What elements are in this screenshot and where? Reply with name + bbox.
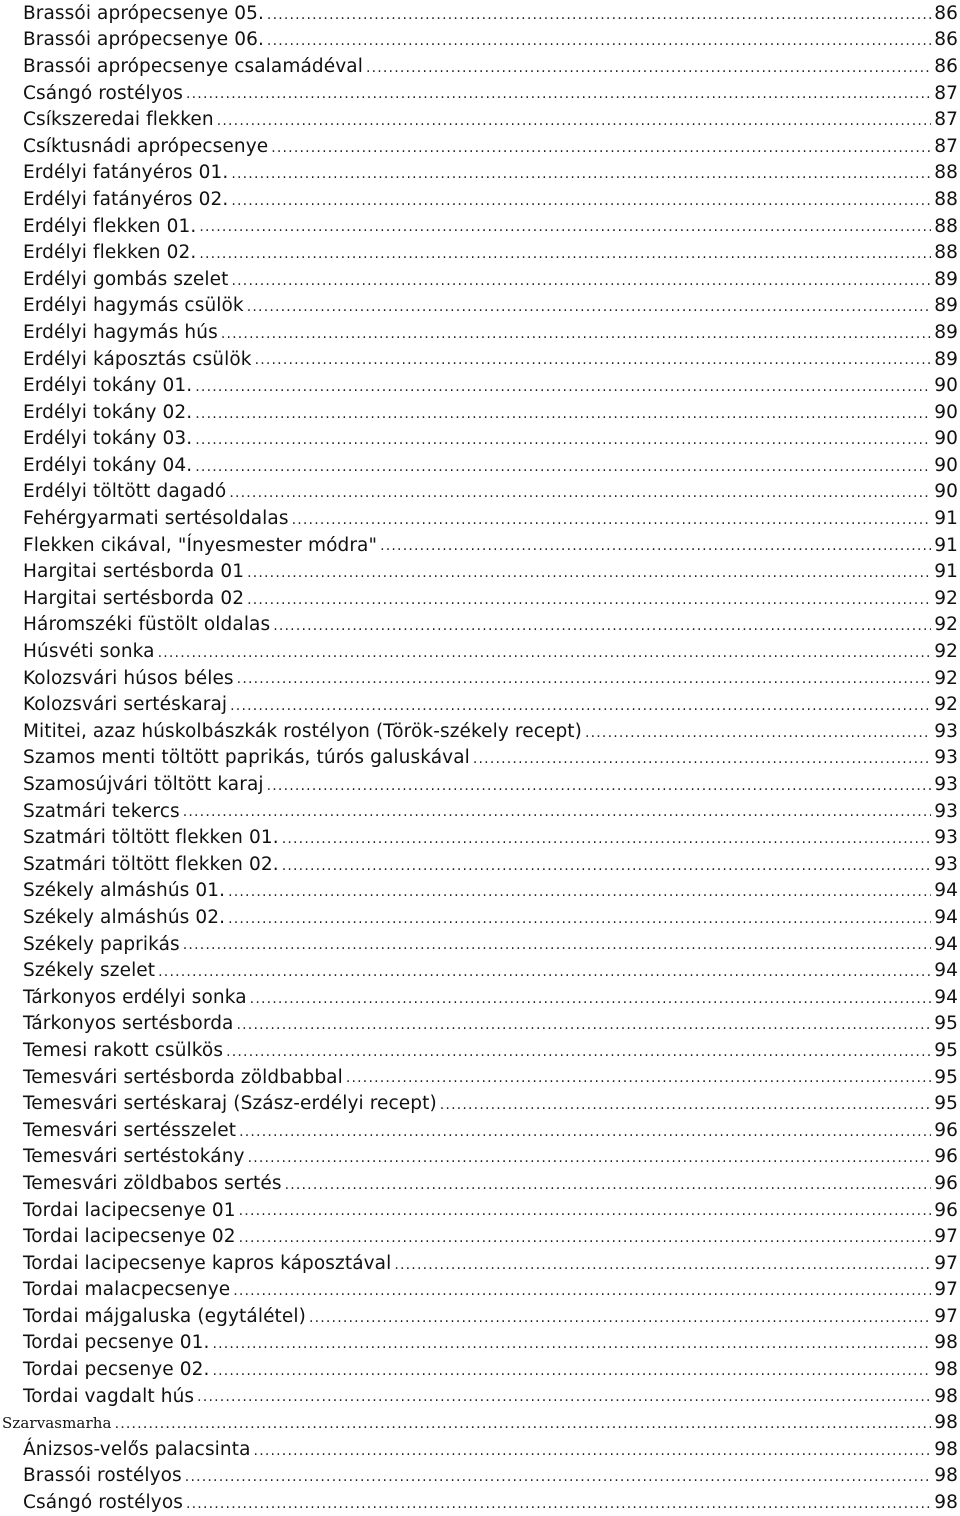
toc-entry-title: Erdélyi flekken 02. [23, 242, 197, 264]
toc-entry[interactable] [0, 1250, 960, 1277]
toc-entry[interactable] [0, 957, 960, 984]
toc-leader-dots [239, 1231, 932, 1250]
toc-entry-title: Temesvári zöldbabos sertés [23, 1172, 282, 1194]
toc-leader-dots [212, 1337, 931, 1356]
toc-entry[interactable] [0, 824, 960, 851]
toc-entry-page-number: 90 [934, 401, 958, 423]
toc-leader-dots [232, 274, 932, 293]
toc-entry-title: Csíktusnádi aprópecsenye [23, 135, 269, 157]
toc-leader-dots [267, 779, 932, 798]
toc-entry-title: Szatmári töltött flekken 02. [23, 853, 279, 875]
toc-entry-title: Erdélyi tokány 01. [23, 375, 193, 397]
toc-leader-dots [585, 726, 931, 745]
toc-entry-title: Temesi rakott csülkös [23, 1039, 224, 1061]
toc-entry[interactable] [0, 479, 960, 506]
toc-leader-dots [195, 460, 931, 479]
toc-entry-page-number: 96 [934, 1172, 958, 1194]
toc-entry[interactable] [0, 931, 960, 958]
toc-entry-title: Flekken cikával, "Ínyesmester módra" [23, 534, 378, 556]
toc-entry-page-number: 86 [934, 29, 958, 51]
toc-leader-dots [309, 1311, 931, 1330]
toc-entry-page-number: 93 [934, 853, 958, 875]
toc-entry-title: Székely paprikás [23, 933, 180, 955]
toc-entry[interactable] [0, 1170, 960, 1197]
toc-entry-title: Csángó rostélyos [23, 82, 183, 104]
toc-entry-title: Szatmári tekercs [23, 800, 180, 822]
toc-entry-title: Brassói aprópecsenye 06. [23, 29, 264, 51]
toc-entry-page-number: 93 [934, 747, 958, 769]
toc-leader-dots [183, 805, 932, 824]
toc-entry-title: Tordai pecsenye 02. [23, 1359, 210, 1381]
toc-entry[interactable] [0, 426, 960, 453]
toc-entry-title: Brassói aprópecsenye csalamádéval [23, 55, 363, 77]
toc-entry-title: Tordai malacpecsenye [23, 1279, 231, 1301]
toc-leader-dots [158, 965, 931, 984]
toc-leader-dots [346, 1071, 931, 1090]
toc-leader-dots [250, 992, 932, 1011]
toc-leader-dots [228, 885, 931, 904]
toc-leader-dots [271, 141, 931, 160]
toc-entry-page-number: 88 [934, 188, 958, 210]
toc-entry[interactable] [0, 851, 960, 878]
toc-entry-title: Erdélyi fatányéros 01. [23, 162, 229, 184]
toc-entry-title: Tordai pecsenye 01. [23, 1332, 210, 1354]
toc-entry[interactable] [0, 691, 960, 718]
toc-entry-page-number: 95 [934, 1039, 958, 1061]
toc-leader-dots [292, 513, 932, 532]
toc-entry-page-number: 88 [934, 215, 958, 237]
toc-entry-page-number: 89 [934, 295, 958, 317]
toc-entry[interactable] [0, 1436, 960, 1463]
toc-entry[interactable] [0, 1011, 960, 1038]
toc-entry[interactable] [0, 1463, 960, 1490]
toc-entry[interactable] [0, 452, 960, 479]
toc-entry[interactable] [0, 1356, 960, 1383]
toc-leader-dots [115, 1417, 932, 1436]
toc-entry-title: Székely almáshús 02. [23, 906, 226, 928]
toc-entry[interactable] [0, 904, 960, 931]
toc-entry-page-number: 96 [934, 1199, 958, 1221]
toc-entry-page-number: 92 [934, 641, 958, 663]
toc-entry[interactable] [0, 878, 960, 905]
toc-entry-page-number: 94 [934, 986, 958, 1008]
toc-entry-page-number: 91 [934, 534, 958, 556]
toc-leader-dots [394, 1258, 931, 1277]
toc-entry-page-number: 91 [934, 561, 958, 583]
toc-entry-title: Tordai lacipecsenye 01 [23, 1199, 236, 1221]
toc-entry[interactable] [0, 585, 960, 612]
toc-leader-dots [267, 34, 931, 53]
toc-leader-dots [199, 220, 931, 239]
toc-entry[interactable] [0, 1117, 960, 1144]
toc-leader-dots [473, 752, 931, 771]
toc-leader-dots [440, 1098, 931, 1117]
toc-entry[interactable] [0, 319, 960, 346]
toc-entry-page-number: 96 [934, 1119, 958, 1141]
toc-entry[interactable] [0, 1330, 960, 1357]
toc-leader-dots [229, 486, 931, 505]
toc-leader-dots [247, 300, 932, 319]
toc-entry-title: Erdélyi fatányéros 02. [23, 188, 229, 210]
toc-entry-page-number: 93 [934, 720, 958, 742]
toc-leader-dots [231, 194, 931, 213]
toc-leader-dots [273, 619, 931, 638]
toc-entry-title: Tordai májgaluska (egytálétel) [23, 1305, 306, 1327]
toc-entry[interactable] [0, 239, 960, 266]
toc-entry-page-number: 98 [934, 1385, 958, 1407]
toc-leader-dots [212, 1364, 931, 1383]
toc-entry[interactable] [0, 1383, 960, 1410]
toc-entry-page-number: 96 [934, 1146, 958, 1168]
toc-entry-title: Temesvári sertésborda zöldbabbal [23, 1066, 343, 1088]
toc-entry-page-number: 98 [934, 1332, 958, 1354]
toc-leader-dots [285, 1178, 932, 1197]
toc-entry-title: Kolozsvári húsos béles [23, 667, 234, 689]
toc-leader-dots [217, 114, 932, 133]
toc-entry[interactable] [0, 27, 960, 54]
toc-entry-page-number: 89 [934, 348, 958, 370]
toc-entry-title: Temesvári sertéstokány [23, 1146, 245, 1168]
toc-leader-dots [239, 1125, 931, 1144]
toc-entry[interactable] [0, 346, 960, 373]
toc-entry-page-number: 90 [934, 375, 958, 397]
toc-entry-title: Brassói rostélyos [23, 1465, 182, 1487]
toc-leader-dots [239, 1204, 932, 1223]
toc-leader-dots [197, 1390, 931, 1409]
toc-entry[interactable] [0, 53, 960, 80]
toc-entry-page-number: 87 [934, 135, 958, 157]
toc-entry-title: Erdélyi tokány 03. [23, 428, 193, 450]
toc-leader-dots [267, 8, 931, 27]
toc-leader-dots [230, 699, 931, 718]
toc-leader-dots [226, 1045, 931, 1064]
toc-leader-dots [282, 832, 932, 851]
toc-entry-title: Tordai lacipecsenye 02 [23, 1226, 236, 1248]
toc-leader-dots [366, 61, 931, 80]
toc-entry[interactable] [0, 771, 960, 798]
toc-entry-title: Erdélyi hagymás hús [23, 321, 218, 343]
toc-leader-dots [221, 327, 931, 346]
toc-entry[interactable] [0, 1064, 960, 1091]
toc-entry[interactable] [0, 984, 960, 1011]
toc-entry-title: Szarvasmarha [2, 1413, 112, 1432]
toc-entry-page-number: 86 [934, 55, 958, 77]
toc-leader-dots [237, 672, 932, 691]
toc-entry-title: Szamos menti töltött paprikás, túrós galuskával [23, 747, 470, 769]
toc-entry[interactable] [0, 532, 960, 559]
toc-entry-title: Erdélyi töltött dagadó [23, 481, 227, 503]
toc-entry[interactable] [0, 745, 960, 772]
toc-leader-dots [255, 353, 932, 372]
toc-entry[interactable] [0, 1303, 960, 1330]
toc-entry-title: Erdélyi tokány 02. [23, 401, 193, 423]
toc-section-heading[interactable] [0, 1409, 960, 1436]
toc-entry[interactable] [0, 665, 960, 692]
toc-entry-title: Szamosújvári töltött karaj [23, 774, 264, 796]
toc-entry-title: Tárkonyos sertésborda [23, 1013, 234, 1035]
toc-entry[interactable] [0, 372, 960, 399]
toc-entry[interactable] [0, 798, 960, 825]
toc-entry[interactable] [0, 106, 960, 133]
toc-entry[interactable] [0, 1144, 960, 1171]
toc-entry[interactable] [0, 80, 960, 107]
toc-entry-page-number: 94 [934, 880, 958, 902]
toc-leader-dots [158, 646, 932, 665]
toc-leader-dots [195, 407, 931, 426]
toc-entry-title: Erdélyi káposztás csülök [23, 348, 252, 370]
toc-entry-page-number: 92 [934, 614, 958, 636]
toc-entry-page-number: 98 [934, 1465, 958, 1487]
toc-entry[interactable] [0, 638, 960, 665]
toc-leader-dots [248, 1151, 932, 1170]
toc-entry-page-number: 91 [934, 508, 958, 530]
toc-entry[interactable] [0, 1277, 960, 1304]
toc-entry-title: Ánizsos-velős palacsinta [23, 1438, 251, 1460]
toc-entry-page-number: 88 [934, 242, 958, 264]
toc-entry[interactable] [0, 160, 960, 187]
toc-entry-page-number: 95 [934, 1066, 958, 1088]
toc-entry[interactable] [0, 558, 960, 585]
toc-leader-dots [380, 539, 931, 558]
toc-entry-page-number: 98 [934, 1438, 958, 1460]
toc-leader-dots [195, 433, 931, 452]
toc-leader-dots [247, 566, 931, 585]
toc-entry[interactable] [0, 186, 960, 213]
toc-entry-page-number: 97 [934, 1226, 958, 1248]
toc-entry-page-number: 97 [934, 1305, 958, 1327]
toc-entry[interactable] [0, 266, 960, 293]
toc-leader-dots [183, 938, 931, 957]
toc-entry-page-number: 98 [934, 1412, 958, 1434]
toc-entry-title: Mititei, azaz húskolbászkák rostélyon (Török-székely recept) [23, 720, 582, 742]
toc-entry-page-number: 92 [934, 667, 958, 689]
toc-entry[interactable] [0, 0, 960, 27]
toc-entry[interactable] [0, 1037, 960, 1064]
toc-leader-dots [237, 1018, 932, 1037]
toc-entry-title: Szatmári töltött flekken 01. [23, 827, 279, 849]
toc-entry-title: Tordai lacipecsenye kapros káposztával [23, 1252, 392, 1274]
toc-entry[interactable] [0, 293, 960, 320]
toc-entry-title: Erdélyi tokány 04. [23, 454, 193, 476]
toc-leader-dots [228, 912, 931, 931]
toc-entry-title: Székely szelet [23, 960, 156, 982]
toc-entry-page-number: 90 [934, 481, 958, 503]
toc-leader-dots [282, 859, 932, 878]
toc-entry-title: Székely almáshús 01. [23, 880, 226, 902]
toc-entry[interactable] [0, 612, 960, 639]
toc-entry-title: Brassói aprópecsenye 05. [23, 2, 264, 24]
toc-entry-title: Hargitai sertésborda 01 [23, 561, 245, 583]
toc-entry-page-number: 98 [934, 1492, 958, 1514]
toc-entry[interactable] [0, 399, 960, 426]
toc-leader-dots [195, 380, 931, 399]
toc-entry-page-number: 93 [934, 774, 958, 796]
toc-entry-page-number: 88 [934, 162, 958, 184]
toc-entry-title: Csíkszeredai flekken [23, 109, 214, 131]
toc-entry-title: Temesvári sertéskaraj (Szász-erdélyi recept) [23, 1093, 437, 1115]
toc-leader-dots [186, 87, 931, 106]
toc-entry[interactable] [0, 133, 960, 160]
toc-entry-page-number: 90 [934, 428, 958, 450]
toc-entry-page-number: 95 [934, 1093, 958, 1115]
toc-entry-page-number: 94 [934, 933, 958, 955]
toc-entry[interactable] [0, 1223, 960, 1250]
toc-entry-title: Húsvéti sonka [23, 641, 155, 663]
toc-leader-dots [199, 247, 931, 266]
toc-entry-page-number: 89 [934, 268, 958, 290]
toc-leader-dots [247, 593, 931, 612]
toc-entry-title: Erdélyi gombás szelet [23, 268, 229, 290]
toc-entry[interactable] [0, 718, 960, 745]
toc-entry[interactable] [0, 1197, 960, 1224]
toc-entry-title: Hargitai sertésborda 02 [23, 587, 245, 609]
toc-entry-title: Tárkonyos erdélyi sonka [23, 986, 247, 1008]
toc-entry-title: Erdélyi flekken 01. [23, 215, 197, 237]
toc-entry-title: Fehérgyarmati sertésoldalas [23, 508, 289, 530]
toc-entry-page-number: 87 [934, 82, 958, 104]
toc-entry-title: Csángó rostélyos [23, 1492, 183, 1514]
toc-entry-title: Tordai vagdalt hús [23, 1385, 195, 1407]
toc-entry[interactable] [0, 213, 960, 240]
toc-entry-page-number: 92 [934, 587, 958, 609]
toc-leader-dots [185, 1470, 931, 1489]
toc-entry[interactable] [0, 1090, 960, 1117]
toc-entry-page-number: 92 [934, 694, 958, 716]
toc-entry-title: Erdélyi hagymás csülök [23, 295, 244, 317]
toc-entry-page-number: 93 [934, 827, 958, 849]
toc-entry-page-number: 86 [934, 2, 958, 24]
toc-entry-page-number: 94 [934, 906, 958, 928]
toc-leader-dots [254, 1444, 932, 1463]
toc-entry[interactable] [0, 1489, 960, 1516]
toc-entry-page-number: 97 [934, 1252, 958, 1274]
toc-entry-page-number: 90 [934, 454, 958, 476]
toc-entry-page-number: 89 [934, 321, 958, 343]
toc-entry-page-number: 98 [934, 1359, 958, 1381]
toc-entry[interactable] [0, 505, 960, 532]
toc-entry-page-number: 94 [934, 960, 958, 982]
toc-entry-page-number: 95 [934, 1013, 958, 1035]
toc-entry-title: Temesvári sertésszelet [23, 1119, 237, 1141]
toc-entry-page-number: 93 [934, 800, 958, 822]
toc-entry-title: Háromszéki füstölt oldalas [23, 614, 271, 636]
toc-entry-page-number: 87 [934, 109, 958, 131]
toc-entry-page-number: 97 [934, 1279, 958, 1301]
toc-leader-dots [233, 1284, 931, 1303]
toc-entry-title: Kolozsvári sertéskaraj [23, 694, 228, 716]
toc-leader-dots [231, 167, 931, 186]
